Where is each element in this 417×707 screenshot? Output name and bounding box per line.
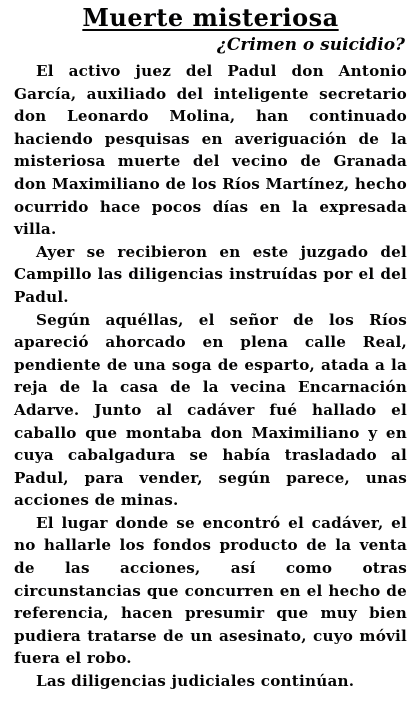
article-paragraph: El activo juez del Padul don Antonio García, auxiliado del inteligente secretario don Leonardo Molina, han continuado haciendo pesquisas en averiguación de la misteriosa muerte del vecino de Granada don Maximiliano de los Ríos Martínez, hecho ocurrido hace pocos días en la expresada villa. [14,62,407,239]
article-subheadline: ¿Crimen o suicidio? [216,35,405,55]
article-paragraph: Según aquéllas, el señor de los Ríos apareció ahorcado en plena calle Real, pendiente de una soga de esparto, atada a la reja de la casa de la vecina Encarnación Adarve. Junto al cadáver fué hallado el caballo que montaba don Maximiliano y en cuya cabalgadura se había trasladado al Padul, para vender, según parece, unas acciones de minas. [14,310,407,510]
article-headline: Muerte misteriosa [82,3,339,32]
article-body [14,60,407,693]
article-paragraph: Las diligencias judiciales continúan. [36,672,355,691]
article-paragraph: Ayer se recibieron en este juzgado del Campillo las diligencias instruídas por el del Padul. [14,242,407,306]
article-paragraph: El lugar donde se encontró el cadáver, el no hallarle los fondos producto de la venta de las acciones, así como otras circunstancias que concurren en el hecho de referencia, hacen presumir que muy bien pudiera tratarse de un asesinato, cuyo móvil fuera el robo. [14,513,407,668]
